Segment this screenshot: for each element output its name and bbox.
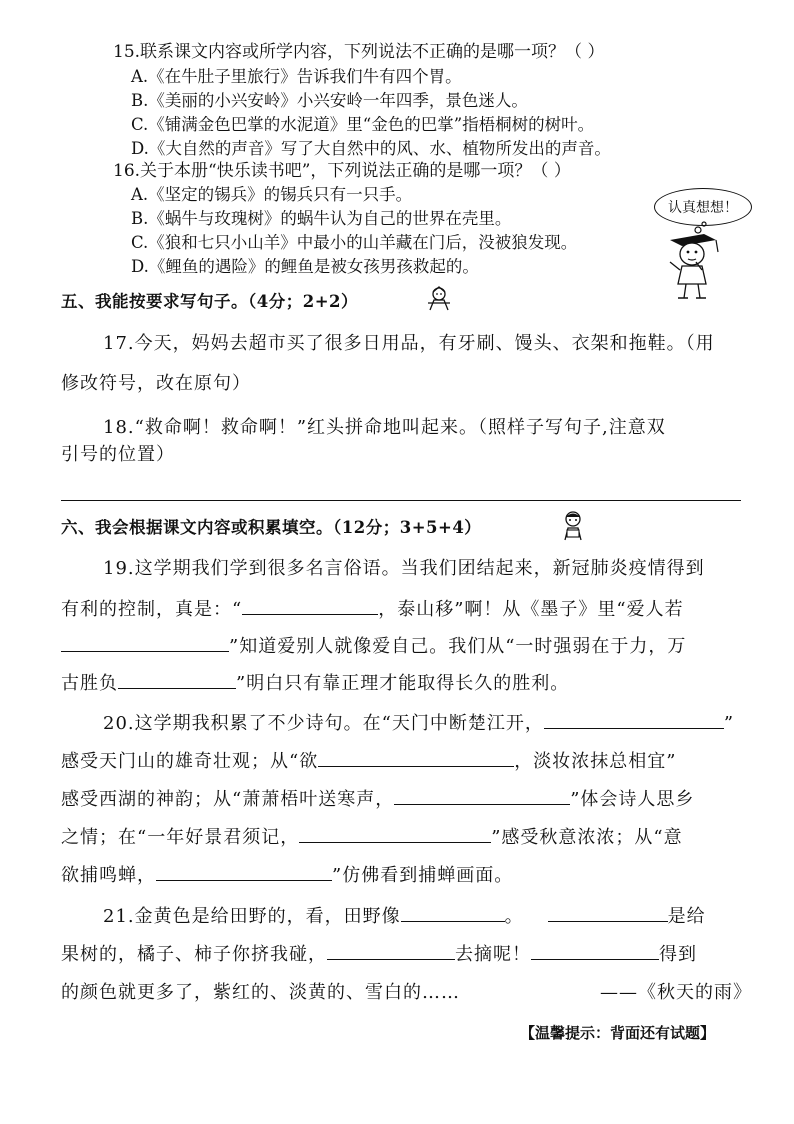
q21-line3: 的颜色就更多了，紫红的、淡黄的、雪白的…… [61,982,460,1003]
think-bubble: 认真想想！ [654,188,752,226]
q20-line5 [61,862,513,889]
q21-blank-1[interactable] [401,903,505,922]
q20-line1-text-a: 20.这学期我积累了不少诗句。在“天门中断楚江开， [103,713,544,734]
q21-line2 [61,941,697,968]
q20-line1-text-b: ” [723,713,735,734]
q20-line3 [61,786,694,813]
q19-line4-text-b: ”明白只有靠正理才能取得长久的胜利。 [236,673,570,694]
q17-line2: 修改符号，改在原句） [61,373,251,394]
thinking-student-icon [660,218,730,302]
q21-blank-2[interactable] [548,903,668,922]
q19-blank-2[interactable] [61,633,229,652]
q21-line1 [103,903,706,930]
q20-blank-2[interactable] [318,748,514,767]
q20-line3-text-b: ”体会诗人思乡 [570,789,695,810]
reading-kid-icon [560,510,586,542]
q20-line2-text-b: ，淡妆浓抹总相宜” [514,751,677,772]
q20-line4 [61,824,683,851]
q20-line2-text-a: 感受天门山的雄奇壮观；从“欲 [61,751,319,772]
q19-line1: 19.这学期我们学到很多名言俗语。当我们团结起来，新冠肺炎疫情得到 [103,558,705,579]
q21-blank-3[interactable] [327,941,455,960]
q18-answer-line[interactable] [61,500,741,501]
q21-line2-text-c: 得到 [659,944,697,965]
section6-title: 六、我会根据课文内容或积累填空。（12分；3+5+4） [61,518,482,537]
q17-line1: 17.今天，妈妈去超市买了很多日用品，有牙刷、馒头、衣架和拖鞋。（用 [103,333,715,354]
q20-line3-text-a: 感受西湖的神韵；从“萧萧梧叶送寒声， [61,789,395,810]
q19-line3 [61,633,686,660]
q15-stem: 15.联系课文内容或所学内容，下列说法不正确的是哪一项？（ ） [113,42,605,62]
q19-line4-text-a: 古胜负 [61,673,118,694]
q21-line1-text-b: 。 [504,906,524,927]
q21-line2-text-b: 去摘呢！ [455,944,531,965]
q21-line1-text-c: 是给 [667,906,706,927]
q21-line1-text-a: 21.金黄色是给田野的，看，田野像 [103,906,401,927]
q15-option-b: B.《美丽的小兴安岭》小兴安岭一年四季，景色迷人。 [131,91,528,110]
q21-source: ——《秋天的雨》 [600,982,752,1003]
q16-option-d: D.《鲤鱼的遇险》的鲤鱼是被女孩男孩救起的。 [131,257,479,276]
q19-line2-text-b: ，泰山移”啊！从《墨子》里“爱人若 [378,599,684,620]
section5-title: 五、我能按要求写句子。（4分；2+2） [61,292,359,311]
q15-option-d: D.《大自然的声音》写了大自然中的风、水、植物所发出的声音。 [131,139,611,158]
q19-line2 [61,596,684,623]
q18-line2: 引号的位置） [61,444,175,465]
q15-option-a: A.《在牛肚子里旅行》告诉我们牛有四个胃。 [131,67,462,86]
q19-line4 [61,670,569,697]
q19-line2-text-a: 有利的控制，真是：“ [61,599,243,620]
q20-blank-4[interactable] [299,824,491,843]
q20-line5-text-b: ”仿佛看到捕蝉画面。 [332,865,514,886]
q16-option-a: A.《坚定的锡兵》的锡兵只有一只手。 [131,185,413,204]
q19-line3-text: ”知道爱别人就像爱自己。我们从“一时强弱在于力，万 [229,636,687,657]
q20-blank-5[interactable] [156,862,332,881]
q20-blank-3[interactable] [394,786,570,805]
q21-line2-text-a: 果树的，橘子、柿子你挤我碰， [61,944,327,965]
q16-option-b: B.《蜗牛与玫瑰树》的蜗牛认为自己的世界在壳里。 [131,209,512,228]
q20-line4-text-a: 之情；在“一年好景君须记， [61,827,300,848]
q16-option-c: C.《狼和七只小山羊》中最小的山羊藏在门后，没被狼发现。 [131,233,578,252]
q18-line1: 18.“救命啊！救命啊！”红头拼命地叫起来。（照样子写句子,注意双 [103,417,666,438]
q19-blank-1[interactable] [242,596,378,615]
q20-line2 [61,748,676,775]
q20-blank-1[interactable] [544,710,724,729]
writing-kid-icon [424,286,454,312]
footer-tip: 【温馨提示：背面还有试题】 [520,1024,716,1042]
q20-line5-text-a: 欲捕鸣蝉， [61,865,156,886]
q20-line4-text-b: ”感受秋意浓浓；从“意 [491,827,683,848]
q15-option-c: C.《铺满金色巴掌的水泥道》里“金色的巴掌”指梧桐树的树叶。 [131,115,595,134]
q20-line1 [103,710,734,737]
q21-blank-4[interactable] [531,941,659,960]
q16-stem: 16.关于本册“快乐读书吧”，下列说法正确的是哪一项？（ ） [113,161,571,181]
q19-blank-3[interactable] [118,670,236,689]
